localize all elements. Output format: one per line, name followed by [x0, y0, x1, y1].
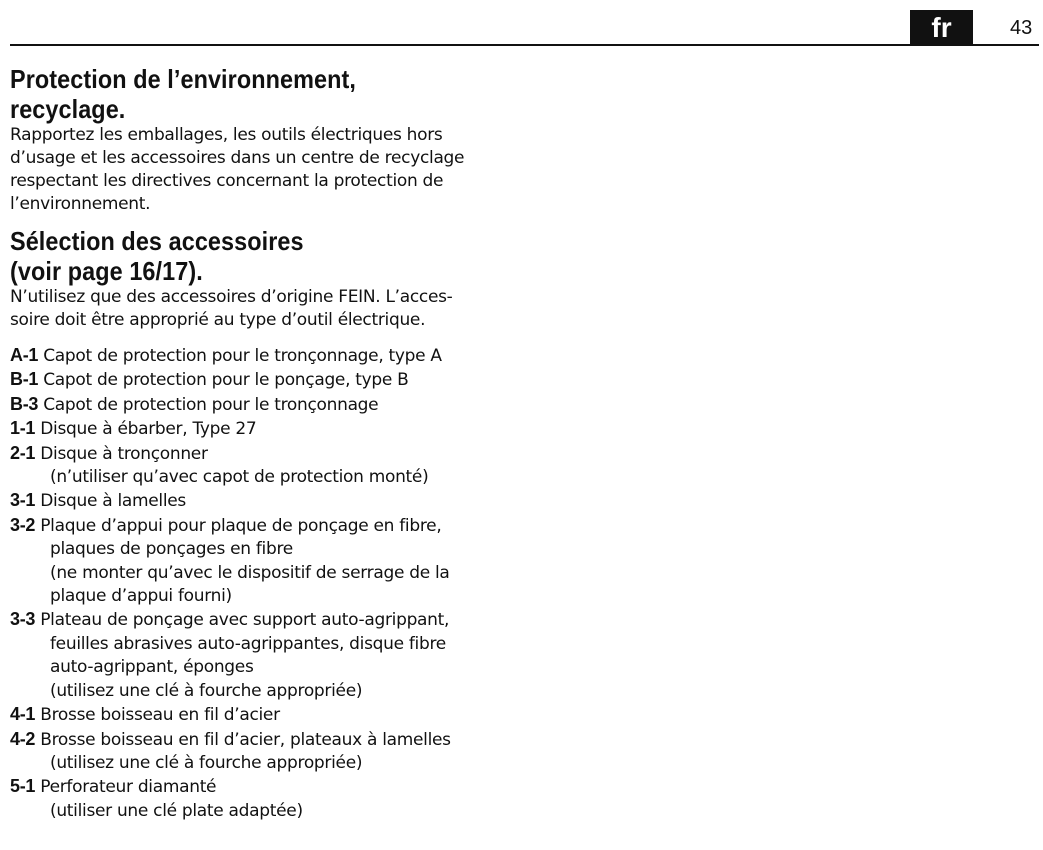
accessory-note: (ne monter qu’avec le dispositif de serrage de la [50, 562, 450, 583]
language-badge: fr [910, 10, 973, 46]
accessory-description: Plaque d’appui pour plaque de ponçage en fibre, [40, 515, 442, 536]
accessories-intro: N’utilisez que des accessoires d’origine FEIN. L’acces- soire doit être approprié au type d’outil électrique. [10, 287, 453, 330]
accessory-note: feuilles abrasives auto-agrippantes, disque fibre [50, 633, 446, 654]
accessories-heading-line1: Sélection des accessoires [10, 226, 304, 256]
accessory-item [10, 368, 510, 392]
accessory-code: 3-3 [10, 609, 36, 630]
accessory-code: B-1 [10, 369, 39, 390]
accessory-code: 4-2 [10, 728, 36, 749]
accessory-description: Disque à tronçonner [40, 443, 208, 464]
accessory-code: 3-1 [10, 490, 36, 511]
accessories-section [10, 226, 510, 823]
accessory-code: 1-1 [10, 418, 36, 439]
accessory-item [10, 417, 510, 441]
accessory-note: plaques de ponçages en fibre [50, 539, 293, 560]
accessory-item [10, 775, 510, 823]
accessory-description: Disque à lamelles [40, 491, 186, 512]
environment-body: Rapportez les emballages, les outils électriques hors d’usage et les accessoires dans un centre de recyclage respectant les directives concernant la protection de l’environnement. [10, 125, 465, 214]
accessory-item [10, 608, 510, 703]
accessory-note: (n’utiliser qu’avec capot de protection monté) [50, 467, 429, 488]
accessory-list [10, 344, 510, 823]
accessory-item [10, 344, 510, 368]
accessory-item [10, 514, 510, 609]
page-number: 43 [1010, 17, 1033, 39]
accessory-description: Capot de protection pour le tronçonnage, type A [43, 346, 442, 366]
accessories-heading-line2: (voir page 16/17). [10, 256, 203, 286]
accessory-description: Brosse boisseau en fil d’acier, plateaux à lamelles [40, 729, 451, 750]
accessory-note: (utilisez une clé à fourche appropriée) [50, 752, 363, 773]
accessory-item [10, 728, 510, 776]
header-rule [10, 44, 1039, 46]
accessory-code: 2-1 [10, 442, 36, 463]
environment-section [10, 64, 510, 216]
accessory-item [10, 393, 510, 417]
accessory-note: auto-agrippant, éponges [50, 657, 254, 678]
accessory-item [10, 489, 510, 513]
accessory-note: (utilisez une clé à fourche appropriée) [50, 680, 363, 701]
environment-heading-line1: Protection de l’environnement, [10, 64, 356, 94]
accessory-note: (utiliser une clé plate adaptée) [50, 800, 303, 821]
page-content [10, 64, 510, 823]
accessory-description: Capot de protection pour le ponçage, type B [43, 370, 409, 391]
accessory-item [10, 442, 510, 490]
accessory-note: plaque d’appui fourni) [50, 586, 232, 607]
accessory-code: A-1 [10, 345, 39, 365]
accessory-description: Disque à ébarber, Type 27 [40, 419, 257, 440]
environment-heading-line2: recyclage. [10, 94, 126, 124]
accessory-description: Brosse boisseau en fil d’acier [40, 705, 280, 726]
accessory-code: 4-1 [10, 704, 36, 725]
accessory-description: Perforateur diamanté [40, 777, 217, 798]
accessory-code: 3-2 [10, 514, 36, 535]
accessory-item [10, 703, 510, 727]
accessory-description: Plateau de ponçage avec support auto-agrippant, [40, 610, 450, 631]
accessory-code: 5-1 [10, 776, 36, 797]
accessory-description: Capot de protection pour le tronçonnage [43, 394, 379, 415]
accessory-code: B-3 [10, 393, 39, 414]
